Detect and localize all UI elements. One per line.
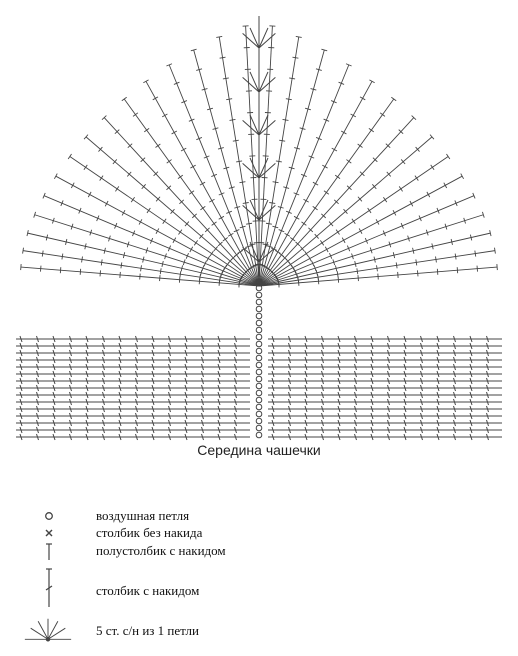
stitch-rows-band <box>16 336 502 440</box>
row-tick <box>301 222 306 226</box>
chain-loop <box>256 341 262 347</box>
row-tick <box>100 176 103 181</box>
fan-center <box>46 637 50 641</box>
row-tick <box>346 160 351 164</box>
row-tick <box>139 219 142 224</box>
fan-stitch <box>259 77 275 92</box>
row-tick <box>121 262 122 268</box>
row-tick <box>337 271 338 277</box>
row-tick <box>286 99 292 100</box>
chain-loop <box>256 320 262 326</box>
legend-fan <box>18 611 498 647</box>
row-tick <box>230 119 236 120</box>
row-tick <box>200 206 205 210</box>
row-tick <box>399 186 402 191</box>
legend-fan-label: 5 ст. с/н из 1 петли <box>96 623 199 638</box>
row-tick <box>163 219 166 224</box>
row-tick <box>285 233 290 236</box>
row-tick <box>431 165 434 170</box>
row-tick <box>190 165 195 168</box>
row-tick <box>162 114 167 117</box>
row-tick <box>368 208 371 213</box>
row-tick <box>290 237 295 241</box>
fan-stitch <box>259 28 268 48</box>
fan-stitch <box>243 205 259 220</box>
row-tick <box>296 36 302 37</box>
row-tick <box>332 148 337 151</box>
row-tick <box>273 182 279 183</box>
row-tick <box>313 206 318 210</box>
row-tick <box>155 144 160 148</box>
row-tick <box>131 197 134 202</box>
chain-loop <box>256 383 262 389</box>
row-tick <box>62 254 63 260</box>
chart-caption: Середина чашечки <box>197 442 321 458</box>
row-tick <box>335 175 340 179</box>
row-tick <box>133 113 138 117</box>
chain-loop <box>256 327 262 333</box>
row-tick <box>360 97 365 100</box>
row-tick <box>239 182 245 183</box>
fan-stitch <box>243 33 259 48</box>
row-tick <box>105 201 108 206</box>
row-tick <box>219 216 224 219</box>
fan-stitch <box>243 77 259 92</box>
row-tick <box>369 80 374 83</box>
row-tick <box>377 265 378 271</box>
center-chain-column <box>256 279 262 438</box>
row-tick <box>322 165 327 168</box>
row-tick <box>351 114 356 117</box>
row-tick <box>313 182 318 185</box>
row-tick <box>141 265 142 271</box>
row-tick <box>391 97 396 101</box>
row-tick <box>88 192 91 197</box>
row-tick <box>305 251 308 256</box>
row-tick <box>147 208 150 213</box>
fan-stitch <box>243 247 259 262</box>
legend-single-crochet-label: столбик без накида <box>96 525 203 540</box>
fan-stitch <box>250 158 259 178</box>
chain-loop <box>256 306 262 312</box>
row-tick <box>220 57 226 58</box>
row-tick <box>236 161 242 162</box>
row-tick <box>246 223 252 224</box>
chain-loop <box>256 390 262 396</box>
double-crochet-icon <box>18 563 78 611</box>
fan-stitch <box>259 158 268 178</box>
row-tick <box>376 219 379 224</box>
row-tick <box>209 199 214 202</box>
chain-loop <box>256 425 262 431</box>
row-tick <box>200 182 205 185</box>
row-tick <box>303 199 308 202</box>
row-tick <box>226 99 232 100</box>
row-tick <box>71 183 74 188</box>
legend-double-label: столбик с накидом <box>96 583 200 598</box>
row-tick <box>101 259 102 265</box>
fan-stitch <box>259 205 275 220</box>
row-tick <box>54 174 57 179</box>
row-tick <box>160 268 161 274</box>
row-tick <box>325 247 328 252</box>
chain-loop <box>256 376 262 382</box>
row-tick <box>279 253 284 257</box>
row-tick <box>82 256 83 262</box>
row-tick <box>207 256 210 261</box>
row-tick <box>294 216 299 219</box>
row-tick <box>341 131 346 134</box>
row-tick <box>427 192 430 197</box>
chain-loop <box>256 404 262 410</box>
row-tick <box>190 247 193 252</box>
chain-loop <box>256 334 262 340</box>
row-tick <box>23 248 24 254</box>
row-tick <box>436 256 437 262</box>
fan-stitch <box>259 33 275 48</box>
row-tick <box>283 119 289 120</box>
row-tick <box>249 244 255 245</box>
legend-half-double-label: полустолбик с накидом <box>96 543 226 558</box>
row-tick <box>475 251 476 257</box>
single-crochet-icon <box>18 523 78 543</box>
row-tick <box>444 183 447 188</box>
chain-loop <box>256 299 262 305</box>
row-tick <box>352 219 355 224</box>
row-tick <box>410 201 413 206</box>
legend-double <box>18 563 498 611</box>
chain-loop <box>256 362 262 368</box>
chain-loop <box>256 313 262 319</box>
row-tick <box>238 250 243 253</box>
row-tick <box>178 175 183 179</box>
row-tick <box>180 271 181 277</box>
row-tick <box>223 78 229 79</box>
row-tick <box>212 222 217 226</box>
row-tick <box>446 154 449 159</box>
row-tick <box>275 250 280 253</box>
fan-stitch <box>250 72 259 92</box>
row-tick <box>266 223 272 224</box>
row-tick <box>216 36 222 37</box>
row-tick <box>167 160 172 164</box>
row-tick <box>84 165 87 170</box>
row-tick <box>122 97 127 101</box>
row-tick <box>308 256 311 261</box>
row-tick <box>173 238 176 243</box>
row-tick <box>369 128 374 132</box>
row-tick <box>324 191 329 195</box>
row-tick <box>276 161 282 162</box>
row-tick <box>357 268 358 274</box>
row-tick <box>68 154 71 159</box>
row-tick <box>194 240 197 245</box>
row-tick <box>396 262 397 268</box>
row-tick <box>144 128 149 132</box>
row-tick <box>233 140 239 141</box>
fan-stitch <box>243 163 259 178</box>
row-tick <box>42 251 43 257</box>
row-tick <box>228 233 233 236</box>
row-tick <box>495 248 496 254</box>
row-tick <box>115 186 118 191</box>
row-tick <box>223 237 228 241</box>
half-double-crochet-icon <box>18 541 78 561</box>
row-tick <box>210 251 213 256</box>
five-dc-fan-icon <box>18 611 78 647</box>
chain-loop <box>256 369 262 375</box>
row-tick <box>143 80 148 83</box>
legend-half-double <box>18 541 498 561</box>
row-tick <box>178 230 181 235</box>
chain-loop <box>256 397 262 403</box>
row-tick <box>383 197 386 202</box>
row-tick <box>156 228 159 233</box>
row-tick <box>279 140 285 141</box>
chain-loop <box>256 348 262 354</box>
fan-stitch <box>259 72 268 92</box>
row-tick <box>320 240 323 245</box>
row-tick <box>393 210 396 215</box>
row-tick <box>336 230 339 235</box>
fan-stitch <box>250 28 259 48</box>
chain-loop <box>256 411 262 417</box>
row-tick <box>289 78 295 79</box>
row-tick <box>358 144 363 148</box>
row-tick <box>269 202 275 203</box>
legend-single-crochet <box>18 523 498 543</box>
chain-loop <box>256 432 262 438</box>
fan-stitch <box>259 247 275 262</box>
row-tick <box>153 97 158 100</box>
fan-stitch <box>259 163 275 178</box>
chain-loop <box>256 292 262 298</box>
row-tick <box>263 244 269 245</box>
row-tick <box>461 174 464 179</box>
row-tick <box>380 113 385 117</box>
row-tick <box>416 259 417 265</box>
row-tick <box>189 191 194 195</box>
row-tick <box>122 210 125 215</box>
chain-loop <box>256 418 262 424</box>
row-tick <box>181 148 186 151</box>
row-tick <box>342 238 345 243</box>
row-tick <box>292 57 298 58</box>
legend-chain-label: воздушная петля <box>96 508 190 523</box>
row-tick <box>455 254 456 260</box>
row-tick <box>243 202 249 203</box>
row-tick <box>415 176 418 181</box>
row-tick <box>359 228 362 233</box>
row-tick <box>172 131 177 134</box>
chain-loop <box>256 355 262 361</box>
